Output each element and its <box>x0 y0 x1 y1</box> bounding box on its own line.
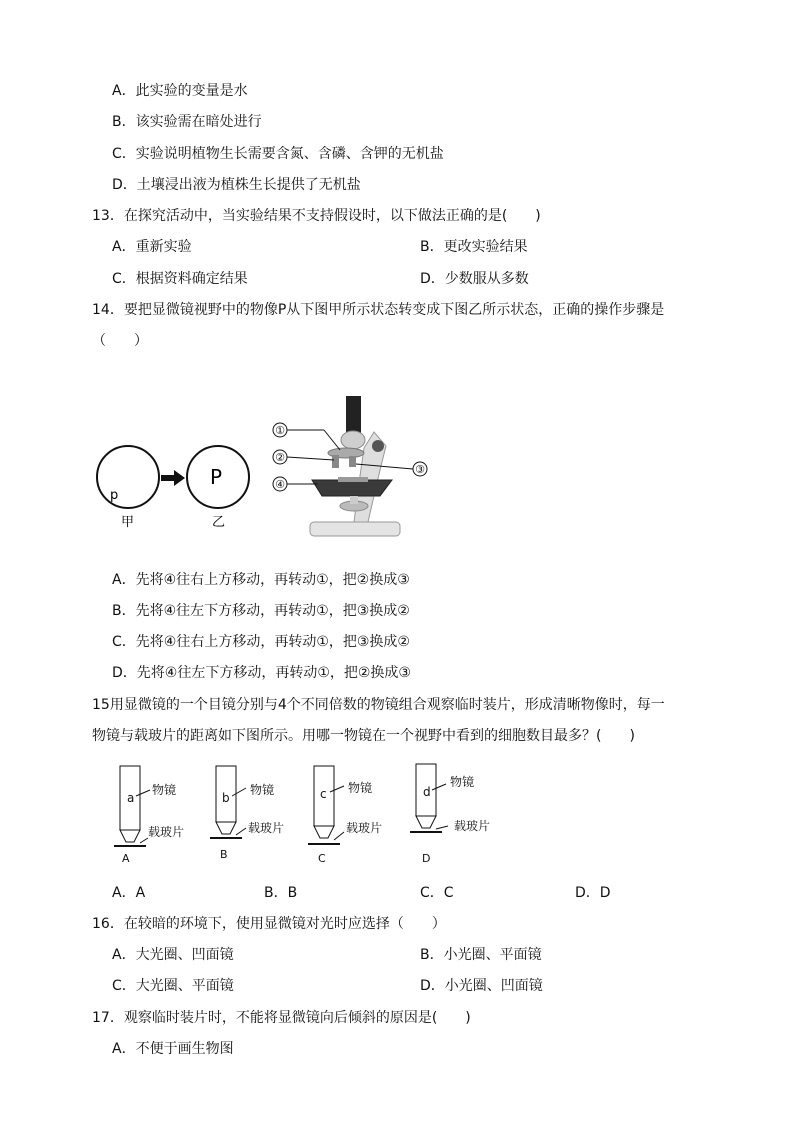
q14-option-c: C．先将④往右上方移动，再转动①，把③换成② <box>112 634 410 650</box>
lens-c <box>308 766 382 865</box>
lens-c-caption: C <box>318 852 326 865</box>
field-yi-label: 乙 <box>212 515 226 530</box>
q15-option-b: B．B <box>264 885 298 901</box>
q12-option-c: C．实验说明植物生长需要含氮、含磷、含钾的无机盐 <box>112 146 444 162</box>
lens-d <box>410 764 490 865</box>
lens-d-letter: d <box>423 785 431 799</box>
q17-stem: 17．观察临时装片时，不能将显微镜向后倾斜的原因是( ) <box>92 1010 471 1026</box>
q16-stem: 16．在较暗的环境下，使用显微镜对光时应选择（ ） <box>92 916 446 932</box>
adjustment-knob <box>372 440 384 452</box>
q16-option-d: D．小光圈、凹面镜 <box>420 978 543 994</box>
lens-c-letter: c <box>320 787 327 801</box>
microscope-base <box>310 522 400 536</box>
q13-option-a: A．重新实验 <box>112 239 192 255</box>
lens-b-slide-label: 载玻片 <box>248 821 285 835</box>
objective-lens-right <box>349 456 356 467</box>
lens-a <box>114 766 184 865</box>
field-jia-letter: p <box>110 488 119 503</box>
q17-option-a: A．不便于画生物图 <box>112 1041 234 1057</box>
arrow-right-icon <box>161 470 185 486</box>
lens-d-objective-label: 物镜 <box>450 775 475 789</box>
lens-b-objective-label: 物镜 <box>250 783 275 797</box>
eyepiece-tube <box>346 396 361 434</box>
microscope-figure <box>268 392 438 544</box>
q13-stem: 13．在探究活动中，当实验结果不支持假设时，以下做法正确的是( ) <box>92 208 541 224</box>
callout-2: ② <box>275 451 285 464</box>
q12-option-b: B．该实验需在暗处进行 <box>112 114 262 130</box>
lens-c-objective-label: 物镜 <box>348 781 373 795</box>
q13-option-c: C．根据资料确定结果 <box>112 271 248 287</box>
lens-b <box>210 766 284 861</box>
lens-a-objective-label: 物镜 <box>152 783 177 797</box>
q15-option-d: D．D <box>575 885 611 901</box>
q12-option-a: A．此实验的变量是水 <box>112 83 248 99</box>
objective-lenses-figure <box>108 762 508 870</box>
q16-option-b: B．小光圈、平面镜 <box>420 947 542 963</box>
microscope-stage <box>312 480 392 496</box>
lens-d-slide-label: 载玻片 <box>454 819 491 833</box>
q14-stem-cont: （ ） <box>92 333 148 349</box>
q16-option-c: C．大光圈、平面镜 <box>112 978 234 994</box>
lens-a-letter: a <box>127 791 135 805</box>
callout-3: ③ <box>415 463 425 476</box>
q15-option-c: C．C <box>420 885 454 901</box>
lens-b-caption: B <box>220 848 228 861</box>
q14-option-a: A．先将④往右上方移动，再转动①，把②换成③ <box>112 572 410 588</box>
q13-option-b: B．更改实验结果 <box>420 239 528 255</box>
q14-stem: 14．要把显微镜视野中的物像P从下图甲所示状态转变成下图乙所示状态，正确的操作步骤是 <box>92 302 665 318</box>
lens-c-slide-label: 载玻片 <box>346 821 383 835</box>
q15-stem-cont: 物镜与载玻片的距离如下图所示。用哪一物镜在一个视野中看到的细胞数目最多？( ) <box>92 728 635 744</box>
lens-b-letter: b <box>222 791 230 805</box>
field-jia-circle <box>97 446 159 508</box>
q15-stem: 15用显微镜的一个目镜分别与4个不同倍数的物镜组合观察临时装片，形成清晰物像时，每一 <box>92 697 665 713</box>
lens-a-caption: A <box>122 852 130 865</box>
field-of-view-figure <box>92 440 272 532</box>
q14-option-b: B．先将④往左下方移动，再转动①，把③换成② <box>112 603 410 619</box>
field-yi-letter: P <box>210 465 223 489</box>
callout-4: ④ <box>275 478 285 491</box>
q16-option-a: A．大光圈、凹面镜 <box>112 947 234 963</box>
q14-option-d: D．先将④往左下方移动，再转动①，把②换成③ <box>112 665 411 681</box>
callout-1: ① <box>275 424 285 437</box>
lens-a-slide-label: 载玻片 <box>148 825 185 839</box>
q12-option-d: D．土壤浸出液为植株生长提供了无机盐 <box>112 177 361 193</box>
q13-option-d: D．少数服从多数 <box>420 271 529 287</box>
lens-d-caption: D <box>422 852 431 865</box>
objective-lens-left <box>332 455 339 468</box>
q15-option-a: A．A <box>112 885 146 901</box>
field-jia-label: 甲 <box>121 515 135 530</box>
